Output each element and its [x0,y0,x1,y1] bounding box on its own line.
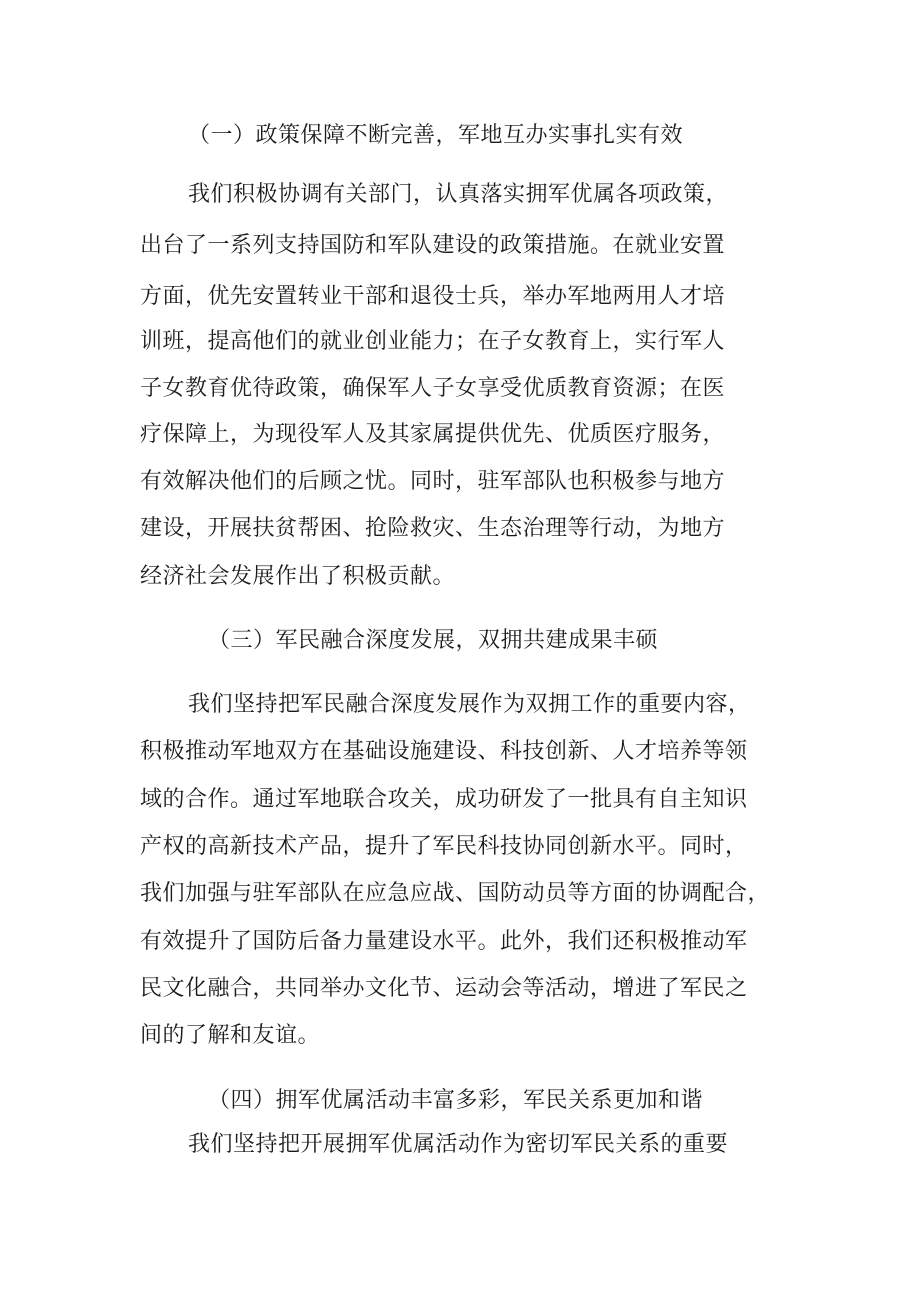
paragraph-line: 疗保障上，为现役军人及其家属提供优先、优质医疗服务， [140,422,726,447]
paragraph-line: 域的合作。通过军地联合攻关，成功研发了一批具有自主知识 [140,787,748,812]
paragraph-line: 出台了一系列支持国防和军队建设的政策措施。在就业安置 [140,233,726,258]
paragraph-line: 产权的高新技术产品，提升了军民科技协同创新水平。同时， [140,834,748,859]
paragraph-line: 有效提升了国防后备力量建设水平。此外，我们还积极推动军 [140,929,748,954]
paragraph-line: 我们坚持把开展拥军优属活动作为密切军民关系的重要 [188,1132,729,1157]
paragraph-line: 积极推动军地双方在基础设施建设、科技创新、人才培养等领 [140,739,748,764]
paragraph-line: 间的了解和友谊。 [140,1023,321,1048]
section-three-heading: （三）军民融合深度发展，双拥共建成果丰硕 [208,628,659,653]
paragraph-line: 建设，开展扶贫帮困、抢险救灾、生态治理等行动，为地方 [140,516,726,541]
paragraph-line: 我们加强与驻军部队在应急应战、国防动员等方面的协调配合， [140,881,771,906]
paragraph-line: 方面，优先安置转业干部和退役士兵，举办军地两用人才培 [140,284,726,309]
section-four-heading: （四）拥军优属活动丰富多彩，军民关系更加和谐 [208,1088,704,1113]
paragraph-line: 有效解决他们的后顾之忧。同时，驻军部队也积极参与地方 [140,469,726,494]
paragraph-line: 我们坚持把军民融合深度发展作为双拥工作的重要内容， [188,692,751,717]
section-two-heading: （一）政策保障不断完善，军地互办实事扎实有效 [188,123,684,148]
paragraph-line: 我们积极协调有关部门，认真落实拥军优属各项政策， [188,182,729,207]
paragraph-line: 子女教育优待政策，确保军人子女享受优质教育资源；在医 [140,376,726,401]
paragraph-line: 民文化融合，共同举办文化节、运动会等活动，增进了军民之 [140,976,748,1001]
paragraph-line: 训班，提高他们的就业创业能力；在子女教育上，实行军人 [140,329,726,354]
paragraph-line: 经济社会发展作出了积极贡献。 [140,564,456,589]
